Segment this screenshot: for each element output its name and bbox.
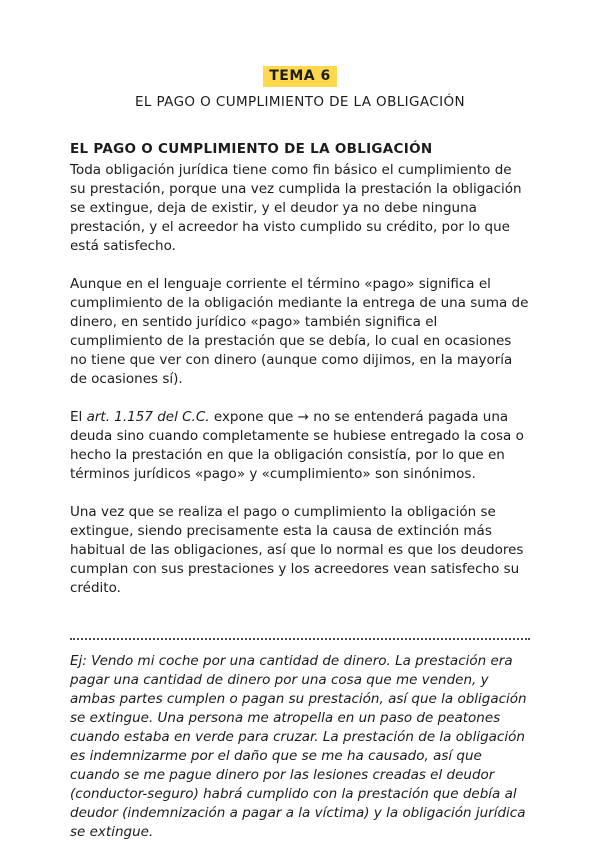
paragraph-article-post: expone que → no se entenderá pagada una deuda sino cuando completamente se hubiese entregado la cosa o hecho la prestación en que la obligación consistía, por lo que en términos jurídicos «pago» y «cumplimiento» son sinónimos. [70, 409, 524, 482]
paragraph-article-pre: El [70, 409, 87, 425]
article-citation: art. 1.157 del C.C. [86, 409, 210, 425]
paragraph-extinction: Una vez que se realiza el pago o cumplimiento la obligación se extingue, siendo precisamente esta la causa de extinción más habitual de las obligaciones, así que lo normal es que los deudores cumplan con sus prestaciones y los acreedores vean satisfecho su crédito. [70, 504, 524, 596]
dotted-divider-top [70, 638, 530, 640]
example-paragraph: Ej: Vendo mi coche por una cantidad de dinero. La prestación era pagar una cantidad de dinero por una cosa que me venden, y ambas partes cumplen o pagan su prestación, así que la obligación se extingue. Una persona me atropella en un paso de peatones cuando estaba en verde para cruzar. La prestación de la obligación es indemnizarme por el daño que se me ha causado, así que cuando se me pague dinero por las lesiones creadas el deudor (conductor-seguro) habrá cumplido con la prestación que debía al deudor (indemnización a pagar a la víctima) y la obligación jurídica se extingue. [70, 653, 527, 840]
paragraph-definition: Toda obligación jurídica tiene como fin básico el cumplimiento de su prestación, porque una vez cumplida la prestación la obligación se extingue, deja de existir, y el deudor ya no debe ninguna prestación, y el acreedor ha visto cumplido su crédito, por lo que está satisfecho. [70, 162, 522, 254]
paragraph-pago-meaning: Aunque en el lenguaje corriente el término «pago» significa el cumplimiento de la obligación mediante la entrega de una suma de dinero, en sentido jurídico «pago» también significa el cumplimiento de la prestación que se debía, lo cual en ocasiones no tiene que ver con dinero (aunque como dijimos, en la mayoría de ocasiones sí). [70, 276, 529, 387]
section-heading: EL PAGO O CUMPLIMIENTO DE LA OBLIGACIÓN [70, 141, 433, 157]
title-row [70, 66, 530, 87]
page-subtitle: EL PAGO O CUMPLIMIENTO DE LA OBLIGACIÓN [134, 94, 466, 110]
paragraph-article-1157 [70, 408, 530, 484]
page-title: TEMA 6 [263, 66, 337, 87]
